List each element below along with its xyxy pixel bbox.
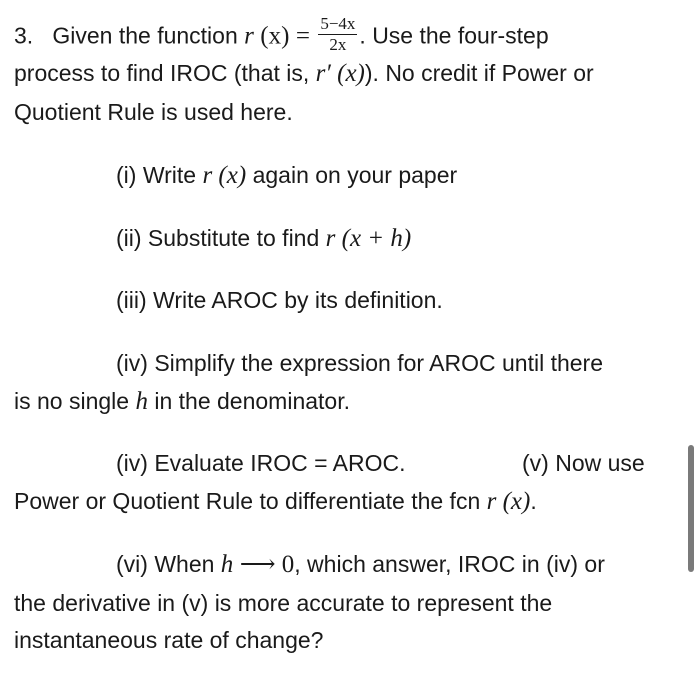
step-vi xyxy=(116,549,605,580)
problem-line-2-text-b: ). No credit if Power or xyxy=(364,60,594,86)
problem-number: 3. xyxy=(14,22,34,49)
step-iii xyxy=(116,285,443,315)
step-i-text-b: again on your paper xyxy=(252,162,458,188)
step-v-text-a: (v) Now use xyxy=(522,450,645,476)
step-iv-evaluate-text: (iv) Evaluate IROC = AROC. xyxy=(116,450,406,476)
step-i-math: r (x) xyxy=(202,162,247,189)
derivative-expression: r′ (x) xyxy=(315,60,365,87)
problem-line-3 xyxy=(14,97,293,127)
step-ii-text: (ii) Substitute to find xyxy=(116,225,320,251)
fraction-denominator: 2x xyxy=(329,35,347,54)
problem-intro-continuation: . Use the four-step xyxy=(359,22,549,49)
step-vi-line-3 xyxy=(14,625,323,655)
step-v-math: r (x) xyxy=(486,488,531,515)
step-vi-line-2 xyxy=(14,588,552,618)
step-iv-simplify-continued xyxy=(14,386,350,417)
step-iv-simplify-text-b2: in the denominator. xyxy=(154,388,350,414)
step-iv-simplify xyxy=(116,348,603,378)
step-iii-text: (iii) Write AROC by its definition. xyxy=(116,287,443,313)
step-i xyxy=(116,160,457,191)
step-vi-limit-arrow: ⟶ 0 xyxy=(239,551,295,578)
equals-sign: = xyxy=(295,22,310,50)
step-iv-evaluate xyxy=(116,448,406,478)
step-iv-simplify-text-b1: is no single xyxy=(14,388,130,414)
problem-line-2 xyxy=(14,58,594,89)
vertical-scrollbar[interactable] xyxy=(688,445,694,572)
step-vi-text-a: (vi) When xyxy=(116,551,215,577)
step-iv-h-variable: h xyxy=(135,388,148,415)
function-argument: (x) xyxy=(260,22,290,50)
step-v-continued xyxy=(14,486,537,517)
step-ii xyxy=(116,223,411,254)
step-iv-simplify-text: (iv) Simplify the expression for AROC until there xyxy=(116,350,604,376)
function-fraction xyxy=(318,15,357,54)
step-v xyxy=(522,448,645,478)
problem-line-3-text: Quotient Rule is used here. xyxy=(14,99,293,125)
step-i-text-a: (i) Write xyxy=(116,162,197,188)
step-vi-text-c: the derivative in (v) is more accurate to represent the xyxy=(14,590,553,616)
problem-line-1 xyxy=(14,14,549,57)
problem-intro-text: Given the function xyxy=(52,22,238,49)
step-vi-text-b: , which answer, IROC in (iv) or xyxy=(294,551,605,577)
function-name: r xyxy=(244,22,254,50)
step-v-period: . xyxy=(530,488,537,514)
step-ii-math: r (x + h) xyxy=(325,225,412,252)
step-vi-text-d: instantaneous rate of change? xyxy=(14,627,324,653)
fraction-numerator: 5−4x xyxy=(320,14,356,33)
step-v-text-b: Power or Quotient Rule to differentiate the fcn xyxy=(14,488,481,514)
step-vi-h-variable: h xyxy=(220,551,234,578)
problem-line-2-text-a: process to find IROC (that is, xyxy=(14,60,310,86)
